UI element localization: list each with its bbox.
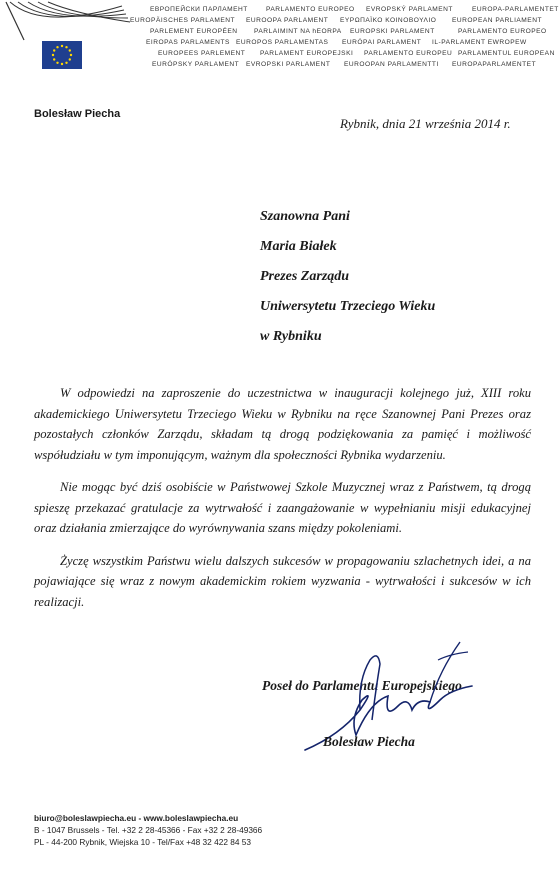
parliament-name: EURÓPSKY PARLAMENT [152, 61, 240, 68]
parliament-name: ЕВРОПЕЙСКИ ПАРЛАМЕНТ [150, 6, 248, 13]
parliament-names-row [120, 15, 548, 26]
addressee-line: Prezes Zarządu [260, 269, 350, 284]
place-date: Rybnik, dnia 21 września 2014 r. [340, 116, 511, 131]
parliament-names-row [120, 48, 555, 59]
body-paragraph: W odpowiedzi na zaproszenie do uczestnictwa w inauguracji kolejnego już, XIII roku akademickiego Uniwersytetu Trzeciego Wieku w Rybniku na ręce Szanownej Pani Prezes oraz pozostałych członków Zarządu, składam tą drogą podziękowania za pamięć i możliwość współudziału w tym imponującym, ważnym dla społeczności Rybnika wydarzeniu. [34, 386, 531, 462]
parliament-names-block [120, 4, 559, 70]
parliament-name: EUROPA-PARLAMENTET [472, 6, 559, 13]
parliament-name: PARLEMENT EUROPÉEN [150, 28, 238, 35]
parliament-name: EUROPAPARLAMENTET [452, 61, 537, 68]
parliament-name: EUROPÄISCHES PARLAMENT [130, 17, 236, 24]
parliament-name: EUROPEES PARLEMENT [158, 50, 246, 57]
footer-contact [34, 812, 262, 848]
footer-brussels-address: B - 1047 Brussels - Tel. +32 2 28-45366 - Fax +32 2 28-49366 [34, 825, 263, 835]
addressee-line: w Rybniku [260, 329, 322, 344]
parliament-name: PARLAMENTO EUROPEO [266, 6, 355, 13]
parliament-name: EURÓPAI PARLAMENT [342, 39, 422, 46]
parliament-name: IL-PARLAMENT EWROPEW [432, 39, 527, 46]
parliament-names-row [120, 4, 559, 15]
parliament-name: PARLAIMINT NA hEORPA [254, 28, 342, 35]
addressee-block [260, 202, 435, 352]
closing-name: Bolesław Piecha [323, 734, 415, 749]
parliament-name: PARLAMENTO EUROPEU [364, 50, 453, 57]
parliament-name: ΕΥΡΩΠΑΪΚΟ ΚΟΙΝΟΒΟΥΛΙΟ [340, 17, 437, 24]
body-paragraph: Życzę wszystkim Państwu wielu dalszych sukcesów w propagowaniu szlachetnych idei, a na pojawiające się wraz z nowym akademickim rokiem wyzwania - wytrwałości i sukcesów w ich realizacji. [34, 553, 531, 609]
parliament-names-row [120, 37, 548, 48]
addressee-line: Szanowna Pani [260, 209, 350, 224]
parliament-name: EVROPSKÝ PARLAMENT [366, 6, 453, 13]
body-paragraph: Nie mogąc być dziś osobiście w Państwowej Szkole Muzycznej wraz z Państwem, tą drogą spieszę przekazać gratulacje za wytrwałość i zaangażowanie w wypełnianiu misji edukacyjnej oraz działania zmierzające do wyrównywania szans między pokoleniami. [34, 480, 531, 535]
closing-title: Poseł do Parlamentu Europejskiego [262, 678, 462, 693]
eu-flag-icon [42, 41, 82, 69]
parliament-name: PARLAMENTUL EUROPEAN [458, 50, 555, 57]
parliament-name: EIROPAS PARLAMENTS [146, 39, 230, 46]
parliament-name: PARLAMENTO EUROPEO [458, 28, 547, 35]
parliament-name: EUROPSKI PARLAMENT [350, 28, 435, 35]
parliament-names-row [120, 26, 548, 37]
parliament-names-row [120, 59, 548, 70]
footer-rybnik-address: PL - 44-200 Rybnik, Wiejska 10 - Tel/Fax +48 32 422 84 53 [34, 837, 251, 847]
parliament-name: EUROPEAN PARLIAMENT [452, 17, 542, 24]
parliament-name: EVROPSKI PARLAMENT [246, 61, 331, 68]
addressee-line: Uniwersytetu Trzeciego Wieku [260, 299, 436, 314]
handwritten-signature [300, 640, 475, 770]
sender-name: Bolesław Piecha [34, 108, 121, 120]
addressee-line: Maria Białek [260, 239, 337, 254]
parliament-name: PARLAMENT EUROPEJSKI [260, 50, 354, 57]
letter-body [34, 383, 531, 624]
parliament-name: EUROOPAN PARLAMENTTI [344, 61, 439, 68]
footer-email-web: biuro@boleslawpiecha.eu - www.boleslawpiecha.eu [34, 813, 239, 823]
parliament-name: EUROPOS PARLAMENTAS [236, 39, 329, 46]
parliament-name: EUROOPA PARLAMENT [246, 17, 329, 24]
